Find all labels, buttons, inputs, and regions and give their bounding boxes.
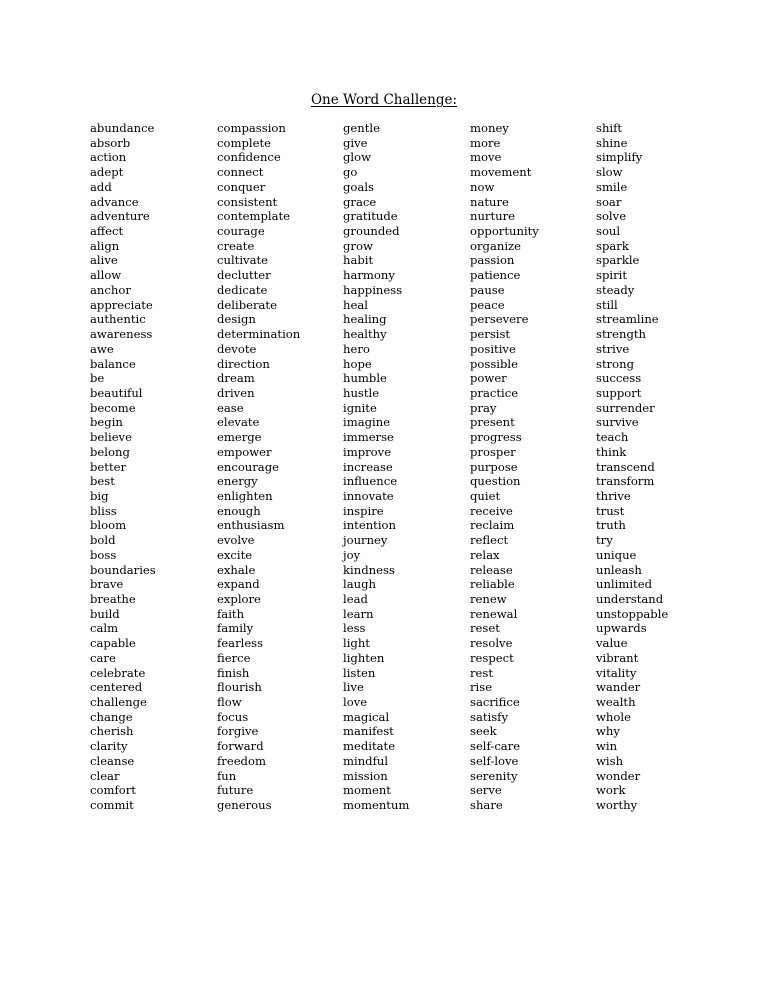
word-item: confidence — [217, 150, 281, 165]
word-item: understand — [596, 592, 664, 606]
word-item: encourage — [217, 459, 280, 474]
word-item: elevate — [217, 415, 260, 430]
word-item: share — [470, 798, 503, 813]
word-item: nature — [470, 194, 509, 209]
word-item: dream — [217, 371, 255, 386]
word-item: lighten — [343, 650, 385, 665]
word-item: reflect — [470, 533, 509, 548]
word-item: alive — [90, 253, 118, 268]
word-item: magical — [343, 709, 390, 724]
word-item: excite — [217, 547, 253, 562]
word-item: innovate — [343, 488, 394, 503]
word-item: generous — [217, 798, 272, 813]
word-item: consistent — [217, 194, 278, 209]
word-item: win — [596, 739, 618, 754]
word-item: whole — [596, 709, 631, 724]
word-item: belong — [90, 444, 130, 459]
word-item: balance — [90, 356, 136, 371]
word-item: shift — [596, 121, 623, 135]
word-item: energy — [217, 474, 258, 489]
word-item: brave — [90, 577, 124, 592]
word-item: breathe — [90, 592, 136, 606]
word-item: commit — [90, 798, 134, 813]
word-item: fun — [217, 768, 237, 783]
word-item: boss — [90, 547, 117, 562]
word-item: renewal — [470, 606, 518, 621]
word-item: persist — [470, 327, 511, 342]
word-item: serve — [470, 783, 502, 798]
word-item: pray — [470, 400, 497, 415]
word-item: explore — [217, 592, 261, 606]
word-item: give — [343, 135, 368, 150]
word-item: support — [596, 385, 642, 400]
word-item: moment — [343, 783, 391, 798]
word-item: ignite — [343, 400, 377, 415]
word-item: enough — [217, 503, 261, 518]
word-item: forward — [217, 739, 264, 754]
word-item: rest — [470, 665, 494, 680]
word-item: move — [470, 150, 502, 165]
word-item: peace — [470, 297, 505, 312]
word-item: compassion — [217, 121, 286, 135]
word-item: sacrifice — [470, 695, 520, 710]
word-item: patience — [470, 268, 521, 283]
word-item: appreciate — [90, 297, 153, 312]
word-item: present — [470, 415, 515, 430]
word-item: clear — [90, 768, 120, 783]
word-item: driven — [217, 385, 255, 400]
word-item: sparkle — [596, 253, 640, 268]
word-item: hustle — [343, 385, 380, 400]
word-item: awareness — [90, 327, 153, 342]
word-item: truth — [596, 518, 626, 533]
word-item: gratitude — [343, 209, 398, 224]
word-item: trust — [596, 503, 625, 518]
word-item: align — [90, 238, 120, 253]
word-column-3 — [343, 121, 409, 813]
word-item: happiness — [343, 282, 403, 297]
word-item: unique — [596, 547, 637, 562]
word-item: wander — [596, 680, 641, 695]
word-item: create — [217, 238, 255, 253]
word-item: relax — [470, 547, 500, 562]
word-item: think — [596, 444, 627, 459]
word-item: beautiful — [90, 385, 143, 400]
word-item: conquer — [217, 179, 266, 194]
word-item: future — [217, 783, 254, 798]
word-item: vitality — [596, 665, 637, 680]
word-item: quiet — [470, 488, 501, 503]
word-item: clarity — [90, 739, 128, 754]
word-item: anchor — [90, 282, 131, 297]
word-item: authentic — [90, 312, 146, 327]
word-item: absorb — [90, 135, 131, 150]
word-item: renew — [470, 592, 507, 606]
word-item: transcend — [596, 459, 655, 474]
word-item: add — [90, 179, 112, 194]
word-item: kindness — [343, 562, 395, 577]
word-item: immerse — [343, 430, 394, 445]
word-item: influence — [343, 474, 398, 489]
word-item: try — [596, 533, 613, 548]
word-item: why — [596, 724, 620, 739]
word-item: imagine — [343, 415, 391, 430]
word-item: freedom — [217, 753, 266, 768]
word-item: money — [470, 121, 509, 135]
word-item: build — [90, 606, 120, 621]
word-item: healthy — [343, 327, 387, 342]
word-item: increase — [343, 459, 393, 474]
word-item: momentum — [343, 798, 410, 813]
word-item: transform — [596, 474, 655, 489]
word-item: hero — [343, 341, 370, 356]
word-item: practice — [470, 385, 519, 400]
word-item: reset — [470, 621, 500, 636]
word-item: expand — [217, 577, 260, 592]
word-item: release — [470, 562, 513, 577]
word-item: mindful — [343, 753, 389, 768]
word-item: challenge — [90, 695, 147, 710]
word-item: celebrate — [90, 665, 146, 680]
word-item: boundaries — [90, 562, 156, 577]
word-item: big — [90, 488, 109, 503]
word-item: satisfy — [470, 709, 509, 724]
word-column-1 — [90, 121, 156, 813]
word-item: simplify — [596, 150, 643, 165]
word-item: empower — [217, 444, 272, 459]
word-item: advance — [90, 194, 139, 209]
word-item: complete — [217, 135, 271, 150]
word-item: more — [470, 135, 501, 150]
word-item: bliss — [90, 503, 117, 518]
page-title: One Word Challenge: — [310, 92, 458, 108]
word-item: design — [217, 312, 256, 327]
word-item: worthy — [596, 798, 638, 813]
word-item: unleash — [596, 562, 642, 577]
word-item: intention — [343, 518, 396, 533]
word-item: improve — [343, 444, 392, 459]
word-item: opportunity — [470, 224, 539, 239]
word-item: strong — [596, 356, 635, 371]
word-item: go — [343, 165, 358, 180]
word-item: believe — [90, 430, 132, 445]
word-item: love — [343, 695, 368, 710]
word-item: affect — [90, 224, 124, 239]
word-item: upwards — [596, 621, 647, 636]
word-item: teach — [596, 430, 629, 445]
word-item: receive — [470, 503, 513, 518]
word-item: thrive — [596, 488, 631, 503]
word-item: grow — [343, 238, 373, 253]
word-item: nurture — [470, 209, 516, 224]
word-item: centered — [90, 680, 143, 695]
word-item: seek — [470, 724, 497, 739]
word-item: unlimited — [596, 577, 652, 592]
word-item: evolve — [217, 533, 255, 548]
word-column-2 — [217, 121, 300, 813]
word-item: wonder — [596, 768, 641, 783]
word-item: forgive — [217, 724, 259, 739]
word-item: heal — [343, 297, 368, 312]
word-item: capable — [90, 636, 136, 651]
word-item: change — [90, 709, 133, 724]
word-item: fearless — [217, 636, 264, 651]
word-item: family — [217, 621, 254, 636]
word-item: adventure — [90, 209, 150, 224]
word-item: survive — [596, 415, 639, 430]
word-item: adept — [90, 165, 124, 180]
word-item: hope — [343, 356, 372, 371]
word-item: exhale — [217, 562, 256, 577]
word-item: direction — [217, 356, 270, 371]
word-item: strive — [596, 341, 630, 356]
word-item: self-love — [470, 753, 519, 768]
word-item: be — [90, 371, 105, 386]
word-item: prosper — [470, 444, 516, 459]
word-item: faith — [217, 606, 245, 621]
word-item: value — [596, 636, 628, 651]
word-item: mission — [343, 768, 388, 783]
word-item: contemplate — [217, 209, 291, 224]
word-item: journey — [343, 533, 388, 548]
word-item: harmony — [343, 268, 395, 283]
word-item: devote — [217, 341, 257, 356]
word-item: listen — [343, 665, 376, 680]
word-item: shine — [596, 135, 628, 150]
word-item: steady — [596, 282, 635, 297]
word-item: abundance — [90, 121, 155, 135]
word-column-4 — [470, 121, 539, 813]
word-item: care — [90, 650, 116, 665]
word-column-5 — [596, 121, 668, 813]
word-item: glow — [343, 150, 372, 165]
word-item: humble — [343, 371, 387, 386]
word-item: habit — [343, 253, 374, 268]
word-columns — [0, 121, 768, 821]
word-item: streamline — [596, 312, 659, 327]
word-item: enthusiasm — [217, 518, 285, 533]
word-item: organize — [470, 238, 522, 253]
word-item: pause — [470, 282, 505, 297]
word-item: learn — [343, 606, 374, 621]
word-item: now — [470, 179, 495, 194]
word-item: declutter — [217, 268, 271, 283]
word-item: joy — [343, 547, 361, 562]
word-item: spark — [596, 238, 629, 253]
word-item: finish — [217, 665, 250, 680]
word-item: goals — [343, 179, 374, 194]
word-item: better — [90, 459, 127, 474]
word-item: live — [343, 680, 364, 695]
word-item: solve — [596, 209, 627, 224]
word-item: reclaim — [470, 518, 515, 533]
word-item: less — [343, 621, 366, 636]
word-item: power — [470, 371, 507, 386]
word-item: emerge — [217, 430, 262, 445]
word-item: bold — [90, 533, 116, 548]
word-item: slow — [596, 165, 623, 180]
word-item: rise — [470, 680, 493, 695]
word-item: awe — [90, 341, 114, 356]
word-item: focus — [217, 709, 249, 724]
word-item: question — [470, 474, 521, 489]
word-item: flourish — [217, 680, 262, 695]
word-item: flow — [217, 695, 242, 710]
word-item: cultivate — [217, 253, 269, 268]
word-item: lead — [343, 592, 368, 606]
word-item: courage — [217, 224, 265, 239]
word-item: respect — [470, 650, 514, 665]
word-item: deliberate — [217, 297, 277, 312]
word-item: persevere — [470, 312, 529, 327]
word-item: positive — [470, 341, 516, 356]
word-item: reliable — [470, 577, 515, 592]
word-item: light — [343, 636, 370, 651]
word-item: wish — [596, 753, 624, 768]
word-item: success — [596, 371, 642, 386]
word-item: purpose — [470, 459, 518, 474]
word-item: ease — [217, 400, 244, 415]
word-item: serenity — [470, 768, 518, 783]
word-item: action — [90, 150, 127, 165]
word-item: grace — [343, 194, 377, 209]
word-item: begin — [90, 415, 123, 430]
word-item: progress — [470, 430, 522, 445]
word-item: cleanse — [90, 753, 135, 768]
word-item: strength — [596, 327, 647, 342]
word-item: bloom — [90, 518, 127, 533]
word-item: surrender — [596, 400, 655, 415]
word-item: enlighten — [217, 488, 273, 503]
word-item: fierce — [217, 650, 251, 665]
word-item: wealth — [596, 695, 636, 710]
word-item: still — [596, 297, 618, 312]
word-item: laugh — [343, 577, 376, 592]
word-item: healing — [343, 312, 387, 327]
word-item: resolve — [470, 636, 513, 651]
word-item: self-care — [470, 739, 521, 754]
word-item: smile — [596, 179, 628, 194]
word-item: soul — [596, 224, 621, 239]
word-item: best — [90, 474, 115, 489]
word-item: unstoppable — [596, 606, 669, 621]
word-item: grounded — [343, 224, 400, 239]
word-item: work — [596, 783, 626, 798]
word-item: determination — [217, 327, 301, 342]
word-item: become — [90, 400, 136, 415]
word-item: soar — [596, 194, 622, 209]
word-item: cherish — [90, 724, 134, 739]
word-item: passion — [470, 253, 515, 268]
word-item: possible — [470, 356, 518, 371]
word-item: allow — [90, 268, 122, 283]
word-item: movement — [470, 165, 532, 180]
word-item: calm — [90, 621, 119, 636]
word-item: comfort — [90, 783, 136, 798]
word-item: dedicate — [217, 282, 268, 297]
word-item: connect — [217, 165, 264, 180]
word-item: manifest — [343, 724, 394, 739]
word-item: gentle — [343, 121, 380, 135]
word-item: vibrant — [596, 650, 639, 665]
word-item: spirit — [596, 268, 627, 283]
word-item: inspire — [343, 503, 384, 518]
word-item: meditate — [343, 739, 396, 754]
